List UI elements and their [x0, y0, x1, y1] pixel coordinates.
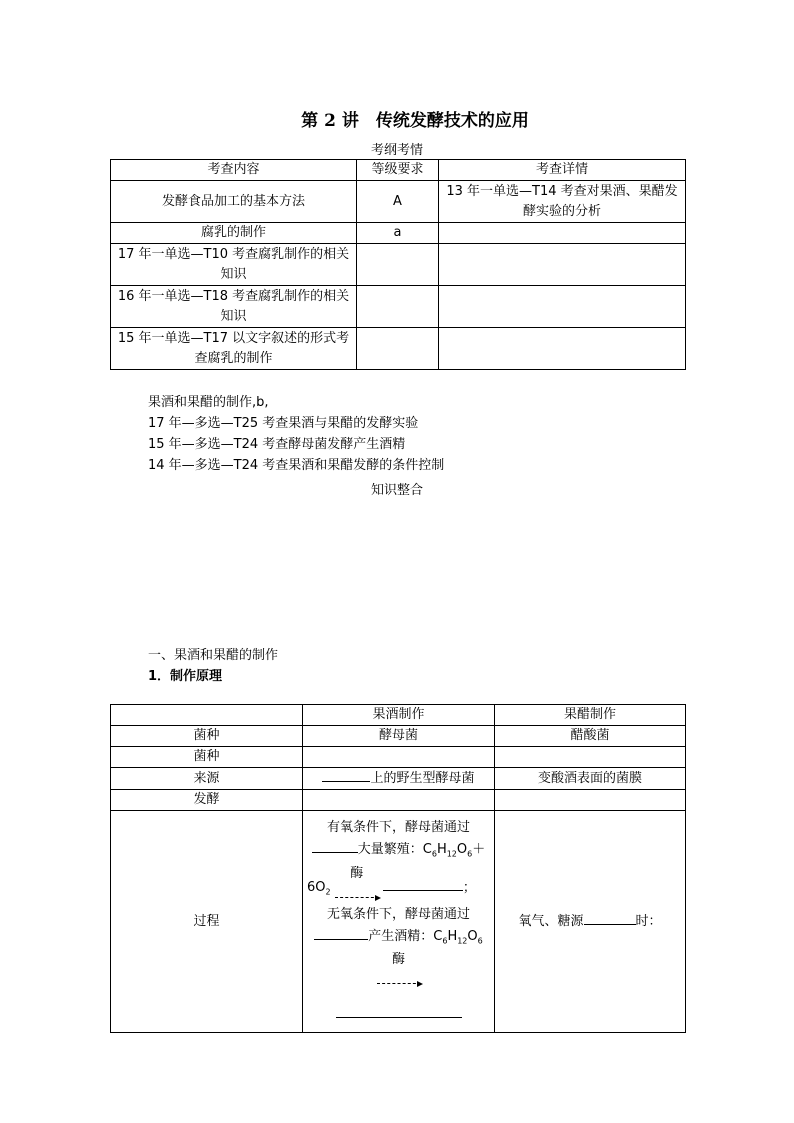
cell-detail: 13 年一单选—T14 考查对果酒、果醋发酵实验的分析: [439, 181, 686, 223]
header-blank: [111, 705, 303, 726]
cell-content: 发酵食品加工的基本方法: [111, 181, 357, 223]
header-vinegar: 果醋制作: [495, 705, 686, 726]
note-line: 17 年—多选—T25 考查果酒与果醋的发酵实验: [148, 416, 419, 431]
cell-level: a: [357, 223, 439, 244]
fill-blank[interactable]: [383, 877, 463, 891]
table-row: [111, 811, 686, 1033]
cell-wine: [303, 747, 495, 768]
principle-table: [110, 704, 686, 1033]
note-line: 14 年—多选—T24 考查果酒和果醋发酵的条件控制: [148, 458, 445, 473]
section-heading: 一、果酒和果醋的制作: [148, 648, 279, 663]
enzyme-label: 酶: [391, 952, 405, 968]
enzyme-label: 酶: [350, 865, 364, 881]
cell-wine: 酵母菌: [303, 726, 495, 747]
process-line: [307, 1004, 490, 1026]
table-row: [111, 790, 686, 811]
fill-blank[interactable]: [312, 839, 358, 853]
cell-content: 17 年一单选—T10 考查腐乳制作的相关知识: [111, 244, 357, 286]
cell-level: [357, 328, 439, 370]
cell-wine: [303, 790, 495, 811]
notes-block: [148, 392, 444, 476]
table-row: [111, 244, 686, 286]
cell-content: 16 年一单选—T18 考查腐乳制作的相关知识: [111, 286, 357, 328]
table-row: [111, 747, 686, 768]
cell-wine: [303, 768, 495, 790]
exam-outline-table: [110, 159, 686, 370]
table-row: [111, 328, 686, 370]
cell-vinegar: 变酸酒表面的菌膜: [495, 768, 686, 790]
header-detail: 考查详情: [439, 160, 686, 181]
cell-content: 15 年一单选—T17 以文字叙述的形式考查腐乳的制作: [111, 328, 357, 370]
fill-blank[interactable]: [336, 1004, 462, 1018]
header-level: 等级要求: [357, 160, 439, 181]
cell-detail: [439, 286, 686, 328]
cell-wine-process: [303, 811, 495, 1033]
cell-level: [357, 286, 439, 328]
header-wine: 果酒制作: [303, 705, 495, 726]
table-row: [111, 726, 686, 747]
header-content: 考查内容: [111, 160, 357, 181]
fill-blank[interactable]: [584, 911, 636, 925]
page-title: 第 2 讲 传统发酵技术的应用: [301, 111, 529, 131]
process-line: 有氧条件下，酵母菌通过: [326, 820, 470, 835]
reaction-arrow-icon: [335, 887, 379, 898]
table-header-row: [111, 160, 686, 181]
process-line: 无氧条件下，酵母菌通过: [326, 906, 470, 922]
source-wine-text: 上的野生型酵母菌: [370, 771, 475, 786]
cell-level: [357, 244, 439, 286]
cell-detail: [439, 328, 686, 370]
table-header-row: [111, 705, 686, 726]
note-line: 15 年—多选—T24 考查酵母菌发酵产生酒精: [148, 437, 406, 452]
row-label: 菌种: [111, 747, 303, 768]
cell-vinegar: [495, 790, 686, 811]
process-line: 产生酒精：$C_6H_{12}O_6$: [307, 926, 490, 953]
fill-blank[interactable]: [314, 926, 368, 940]
process-line: 大量繁殖：$C_6H_{12}O_6+$: [307, 839, 490, 866]
cell-vinegar-process: 氧气、糖源 时：: [495, 811, 686, 1033]
process-line: [307, 952, 490, 990]
knowledge-caption: 知识整合: [370, 483, 423, 498]
formula-glucose: $C_6H_{12}O_6$: [433, 928, 483, 946]
formula-oxygen: $6O_2$: [307, 880, 331, 897]
reaction-arrow-icon: [377, 973, 421, 984]
cell-detail: [439, 244, 686, 286]
row-label: 过程: [111, 811, 303, 1033]
row-label: 来源: [111, 768, 303, 790]
table-row: [111, 286, 686, 328]
table-row: [111, 223, 686, 244]
row-label: 发酵: [111, 790, 303, 811]
cell-vinegar: 醋酸菌: [495, 726, 686, 747]
note-line: 果酒和果醋的制作,b,: [148, 395, 269, 410]
table-row: [111, 181, 686, 223]
formula-glucose: $C_6H_{12}O_6+$: [422, 842, 486, 859]
process-line: $6O_2$ 酶 ；: [307, 865, 476, 897]
cell-detail: [439, 223, 686, 244]
cell-vinegar: [495, 747, 686, 768]
cell-content: 腐乳的制作: [111, 223, 357, 244]
exam-caption: 考纲考情: [370, 143, 423, 158]
row-label: 菌种: [111, 726, 303, 747]
cell-level: A: [357, 181, 439, 223]
subsection-heading: 1．制作原理: [148, 669, 223, 684]
fill-blank[interactable]: [322, 768, 370, 782]
table-row: [111, 768, 686, 790]
